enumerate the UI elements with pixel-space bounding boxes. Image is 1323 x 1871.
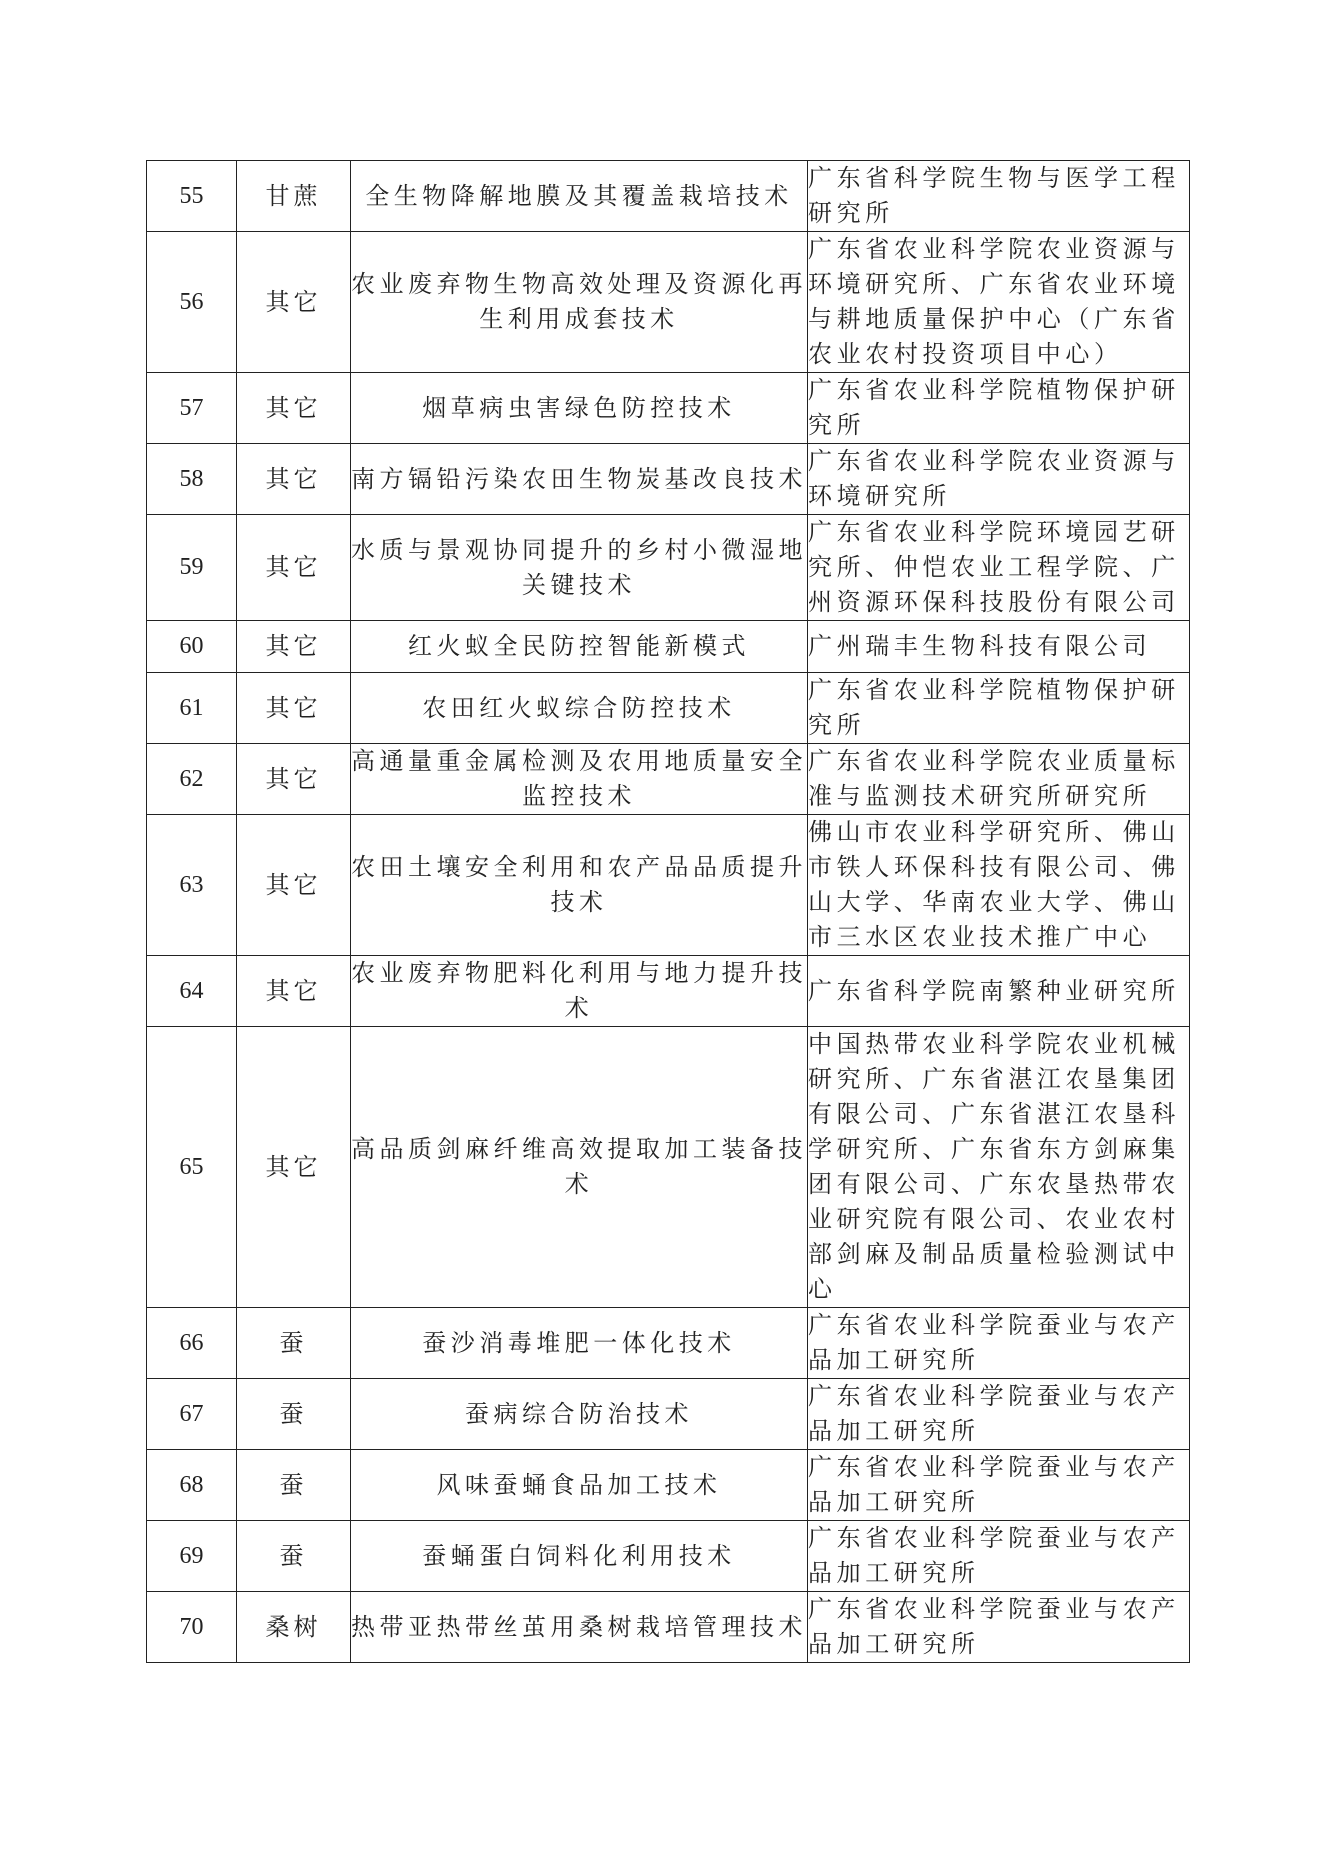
row-number: 61 — [147, 673, 237, 744]
row-technology: 高品质剑麻纤维高效提取加工装备技术 — [351, 1027, 808, 1308]
row-technology: 蚕沙消毒堆肥一体化技术 — [351, 1308, 808, 1379]
row-number: 55 — [147, 161, 237, 232]
row-category: 其它 — [237, 373, 351, 444]
table-row — [147, 621, 1190, 673]
row-category: 其它 — [237, 744, 351, 815]
row-technology: 农田红火蚁综合防控技术 — [351, 673, 808, 744]
row-category: 蚕 — [237, 1521, 351, 1592]
row-organization: 广东省科学院南繁种业研究所 — [808, 956, 1190, 1027]
row-organization: 中国热带农业科学院农业机械研究所、广东省湛江农垦集团有限公司、广东省湛江农垦科学研究所、广东省东方剑麻集团有限公司、广东农垦热带农业研究院有限公司、农业农村部剑麻及制品质量检验测试中心 — [808, 1027, 1190, 1308]
row-organization: 广州瑞丰生物科技有限公司 — [808, 621, 1190, 673]
row-number: 63 — [147, 815, 237, 956]
row-organization: 广东省农业科学院蚕业与农产品加工研究所 — [808, 1308, 1190, 1379]
technology-table — [146, 160, 1190, 1663]
row-technology: 水质与景观协同提升的乡村小微湿地关键技术 — [351, 515, 808, 621]
row-category: 蚕 — [237, 1450, 351, 1521]
row-organization: 广东省农业科学院农业资源与环境研究所 — [808, 444, 1190, 515]
row-number: 56 — [147, 232, 237, 373]
table-row — [147, 161, 1190, 232]
row-organization: 广东省农业科学院蚕业与农产品加工研究所 — [808, 1521, 1190, 1592]
table-row — [147, 515, 1190, 621]
row-technology: 蚕病综合防治技术 — [351, 1379, 808, 1450]
row-organization: 广东省农业科学院植物保护研究所 — [808, 373, 1190, 444]
row-organization: 广东省农业科学院蚕业与农产品加工研究所 — [808, 1450, 1190, 1521]
row-organization: 广东省农业科学院蚕业与农产品加工研究所 — [808, 1592, 1190, 1663]
row-category: 其它 — [237, 232, 351, 373]
row-technology: 风味蚕蛹食品加工技术 — [351, 1450, 808, 1521]
table-row — [147, 1308, 1190, 1379]
row-organization: 广东省农业科学院环境园艺研究所、仲恺农业工程学院、广州资源环保科技股份有限公司 — [808, 515, 1190, 621]
row-number: 68 — [147, 1450, 237, 1521]
row-number: 57 — [147, 373, 237, 444]
table-row — [147, 373, 1190, 444]
row-category: 其它 — [237, 444, 351, 515]
row-technology: 热带亚热带丝茧用桑树栽培管理技术 — [351, 1592, 808, 1663]
row-technology: 红火蚁全民防控智能新模式 — [351, 621, 808, 673]
table-row — [147, 956, 1190, 1027]
row-category: 其它 — [237, 673, 351, 744]
row-category: 蚕 — [237, 1379, 351, 1450]
table-row — [147, 1592, 1190, 1663]
row-technology: 南方镉铅污染农田生物炭基改良技术 — [351, 444, 808, 515]
row-organization: 广东省农业科学院蚕业与农产品加工研究所 — [808, 1379, 1190, 1450]
row-category: 蚕 — [237, 1308, 351, 1379]
row-category: 桑树 — [237, 1592, 351, 1663]
row-organization: 广东省农业科学院植物保护研究所 — [808, 673, 1190, 744]
table-body — [147, 161, 1190, 1663]
row-organization: 佛山市农业科学研究所、佛山市铁人环保科技有限公司、佛山大学、华南农业大学、佛山市三水区农业技术推广中心 — [808, 815, 1190, 956]
row-number: 60 — [147, 621, 237, 673]
table-row — [147, 232, 1190, 373]
row-number: 62 — [147, 744, 237, 815]
row-number: 65 — [147, 1027, 237, 1308]
table-row — [147, 1379, 1190, 1450]
row-technology: 蚕蛹蛋白饲料化利用技术 — [351, 1521, 808, 1592]
row-technology: 高通量重金属检测及农用地质量安全监控技术 — [351, 744, 808, 815]
row-technology: 全生物降解地膜及其覆盖栽培技术 — [351, 161, 808, 232]
row-category: 其它 — [237, 515, 351, 621]
table-row — [147, 444, 1190, 515]
table-row — [147, 1027, 1190, 1308]
row-category: 其它 — [237, 815, 351, 956]
row-number: 70 — [147, 1592, 237, 1663]
row-category: 其它 — [237, 621, 351, 673]
row-technology: 烟草病虫害绿色防控技术 — [351, 373, 808, 444]
row-organization: 广东省农业科学院农业资源与环境研究所、广东省农业环境与耕地质量保护中心（广东省农业农村投资项目中心） — [808, 232, 1190, 373]
row-number: 64 — [147, 956, 237, 1027]
table-row — [147, 673, 1190, 744]
row-number: 59 — [147, 515, 237, 621]
row-number: 67 — [147, 1379, 237, 1450]
row-number: 69 — [147, 1521, 237, 1592]
row-category: 甘蔗 — [237, 161, 351, 232]
row-number: 58 — [147, 444, 237, 515]
table-row — [147, 744, 1190, 815]
row-technology: 农田土壤安全利用和农产品品质提升技术 — [351, 815, 808, 956]
row-number: 66 — [147, 1308, 237, 1379]
row-organization: 广东省科学院生物与医学工程研究所 — [808, 161, 1190, 232]
table-row — [147, 1450, 1190, 1521]
row-technology: 农业废弃物生物高效处理及资源化再生利用成套技术 — [351, 232, 808, 373]
row-organization: 广东省农业科学院农业质量标准与监测技术研究所研究所 — [808, 744, 1190, 815]
row-technology: 农业废弃物肥料化利用与地力提升技术 — [351, 956, 808, 1027]
table-row — [147, 1521, 1190, 1592]
table-row — [147, 815, 1190, 956]
row-category: 其它 — [237, 1027, 351, 1308]
row-category: 其它 — [237, 956, 351, 1027]
